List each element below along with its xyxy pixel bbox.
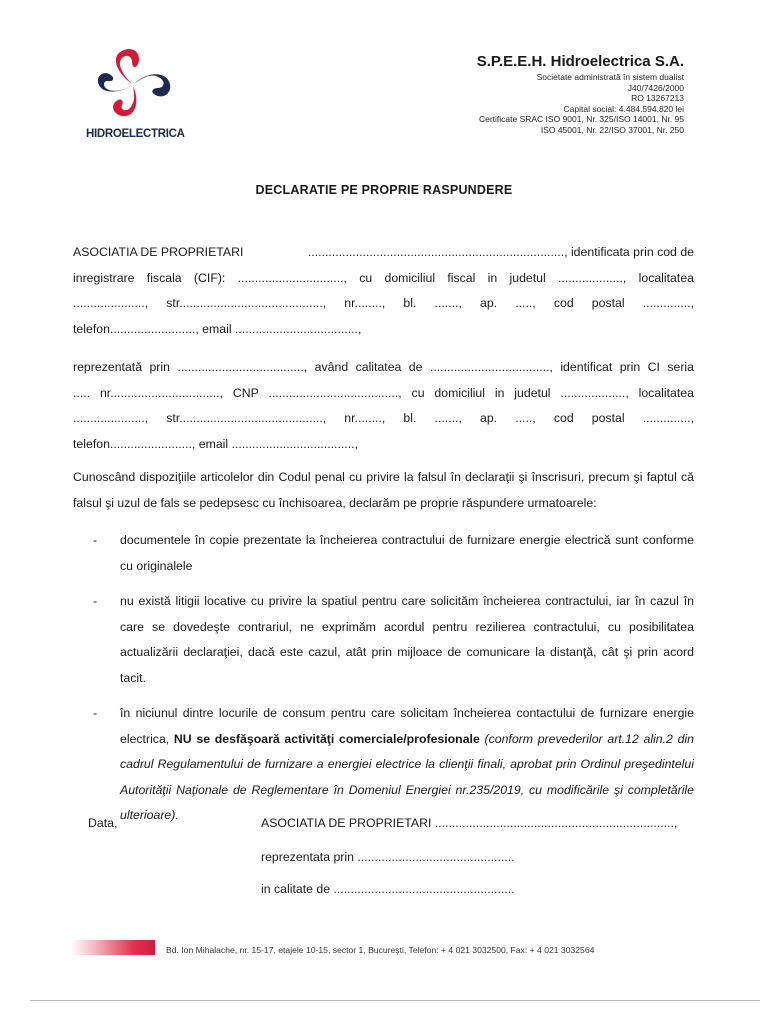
logo-swirl-icon — [88, 44, 180, 126]
date-label: Data, — [88, 816, 118, 830]
representative-line: reprezentata prin .............................................. — [261, 850, 515, 864]
form-text: inregistrare fiscala (CIF): ..............................., cu domiciliul fiscal in judetul ..................., localitatea — [73, 270, 694, 285]
form-text: telefon........................, email ...................................., — [73, 436, 358, 451]
form-text: ..... nr................................, CNP ......................................, cu domiciliul in judetul ..................., localitatea — [73, 385, 694, 400]
form-line — [73, 291, 694, 317]
company-line: RO 13267213 — [631, 93, 684, 104]
intro-paragraph: Cunoscând dispoziţiile articolelor din Codul penal cu privire la falsul în declaraţii şi înscrisuri, precum şi faptul că falsul şi uzul de fals se pedepsesc cu închisoarea, declarăm pe proprie răspundere urmatoarele: — [73, 470, 694, 510]
declaration-list — [73, 528, 694, 829]
role-line: in calitate de ..................................................... — [261, 882, 515, 896]
bullet-dash: - — [93, 533, 98, 548]
company-line: Capital social: 4.484.594.820 lei — [563, 103, 684, 114]
bullet-italic-text: (conform prevederilor art.12 alin.2 din cadrul Regulamentului de furnizare a energiei electrice la clienţii finali, aprobat prin Ordinul preşedintelui Autorităţii Naţionale de Reglementare în Domeniul Energiei nr.235/2019, cu modificările şi completările ulterioare). — [120, 731, 695, 823]
form-line — [73, 317, 694, 343]
footer-accent-bar — [71, 940, 155, 955]
assoc-signature-line: ASOCIATIA DE PROPRIETARI ......................................................................, — [261, 816, 678, 830]
document-title: DECLARATIE PE PROPRIE RASPUNDERE — [255, 183, 513, 197]
form-text: ....................., str.........................................., nr........, bl. ......., ap. ....., cod postal .............., — [73, 296, 694, 310]
bullet-text: documentele în copie prezentate la încheierea contractului de furnizare energie electrică sunt conforme cu originalele — [120, 533, 694, 573]
list-item — [73, 528, 694, 579]
bullet-text: nu există litigii locative cu privire la spatiul pentru care solicităm încheierea contractului, iar în cazul în care se dovedeşte contrariul, ne exprimăm acordul pentru rezilierea contractului, cu posibilitatea actualizării declaraţiei, dacă este cazul, atât prin mijloace de comunicare la distanţă, cât şi prin acord tacit. — [120, 594, 694, 685]
bullet-dash: - — [93, 594, 98, 609]
company-info — [477, 52, 684, 136]
bullet-bold-text: NU se desfăşoară activităţi comerciale/profesionale — [173, 731, 480, 746]
form-line — [73, 381, 694, 407]
form-text: telefon........................., email ...................................., — [73, 321, 362, 336]
assoc-label: ASOCIATIA DE PROPRIETARI — [73, 245, 244, 259]
company-line: J40/7426/2000 — [627, 82, 684, 93]
form-text: ....................., str.........................................., nr........, bl. ......., ap. ....., cod postal .............., — [73, 411, 694, 425]
form-line — [73, 240, 694, 266]
assoc-fill: ..........................................................................., identificata prin cod de — [307, 245, 694, 259]
page-bottom-rule — [30, 1000, 760, 1001]
company-name: S.P.E.E.H. Hidroelectrica S.A. — [476, 53, 684, 70]
hidroelectrica-logo — [84, 44, 184, 144]
form-line — [73, 432, 694, 458]
company-line: ISO 45001, Nr. 22/ISO 37001, Nr. 250 — [540, 124, 684, 135]
form-line — [73, 355, 694, 381]
document-body — [73, 240, 694, 839]
company-line: Certificate SRAC ISO 9001, Nr. 325/ISO 14001, Nr. 95 — [478, 114, 684, 125]
form-text: reprezentată prin ....................................., având calitatea de ..................................., identificat prin CI seria — [73, 360, 694, 374]
company-line: Societate administrată în sistem dualist — [536, 72, 684, 82]
form-line — [73, 406, 694, 432]
footer-address: Bd. Ion Mihalache, nr. 15-17, etajele 10-15, sector 1, Bucureşti, Telefon: + 4 021 3032500, Fax: + 4 021 3032564 — [166, 945, 595, 955]
bullet-text: în niciunul dintre locurile de consum pentru care solicitam încheierea contactului de furnizare energie electrica, — [120, 706, 694, 746]
list-item — [73, 589, 694, 691]
list-item — [73, 701, 694, 829]
bullet-dash: - — [93, 706, 98, 721]
form-line — [73, 266, 694, 292]
logo-text: HIDROELECTRICA — [86, 128, 185, 140]
